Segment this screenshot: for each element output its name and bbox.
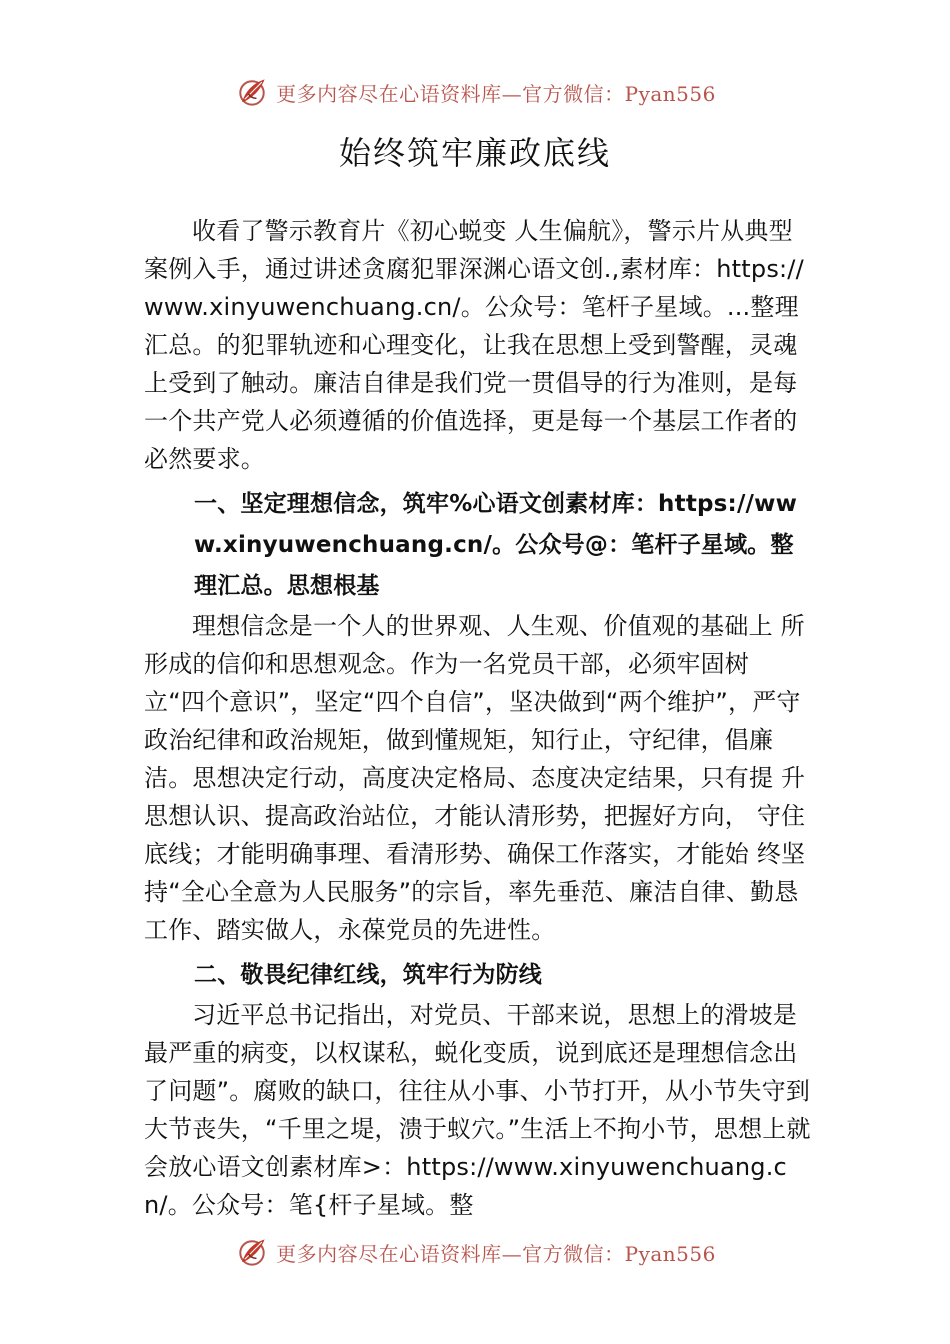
section-heading: 二、敬畏纪律红线，筑牢行为防线 <box>194 962 542 988</box>
wechat-id: Pyan556 <box>624 81 716 106</box>
document-title: 始终筑牢廉政底线 <box>338 134 611 172</box>
header-watermark-banner <box>0 72 950 112</box>
watermark-text: 更多内容尽在心语资料库—官方微信：Pyan556 <box>276 81 716 106</box>
section-heading: 一、坚定理想信念，筑牢%心语文创素材库：https://www.xinyuwenchuang.cn/。公众号@：笔杆子星域。整理汇总。思想根基 <box>194 491 798 599</box>
watermark-text: 更多内容尽在心语资料库—官方微信：Pyan556 <box>276 1241 716 1266</box>
leaf-logo-icon <box>234 1234 270 1270</box>
leaf-logo-icon <box>234 74 270 110</box>
body-paragraph: 收看了警示教育片《初心蜕变 人生偏航》，警示片从典型案例入手，通过讲述贪腐犯罪深渊心语文创.,素材库：https://www.xinyuwenchuang.cn/。公众号：笔杆子星域。...整理汇总。的犯罪轨迹和心理变化，让我在思想上受到警醒，灵魂上受到了触动。廉洁自律是我们党一贯倡导的行为准则，是每一个共产党人必须遵循的价值选择，更是每一个基层工作者的必然要求。 <box>144 217 804 473</box>
footer-watermark-banner <box>0 1232 950 1272</box>
document-body <box>144 212 816 1224</box>
body-paragraph: 习近平总书记指出，对党员、干部来说，思想上的滑坡是最严重的病变，以权谋私，蜕化变质，说到底还是理想信念出了问题”。腐败的缺口，往往从小事、小节打开，从小节失守到大节丧失，“千里之堤，溃于蚁穴。”生活上不拘小节，思想上就会放心语文创素材库>：https://www.xinyuwenchuang.cn/。公众号：笔{杆子星域。整 <box>144 1001 811 1219</box>
body-paragraph: 理想信念是一个人的世界观、人生观、价值观的基础上 所形成的信仰和思想观念。作为一名党员干部，必须牢固树 立“四个意识”，坚定“四个自信”，坚决做到“两个维护”，严守 政治纪律和政治规矩，做到懂规矩，知行止，守纪律，倡廉 洁。思想决定行动，高度决定格局、态度决定结果，只有提 升思想认识、提高政治站位，才能认清形势，把握好方向， 守住底线；才能明确事理、看清形势、确保工作落实，才能始 终坚持“全心全意为人民服务”的宗旨，率先垂范、廉洁自律、勤恳工作、踏实做人，永葆党员的先进性。 <box>144 612 806 944</box>
wechat-id: Pyan556 <box>624 1241 716 1266</box>
